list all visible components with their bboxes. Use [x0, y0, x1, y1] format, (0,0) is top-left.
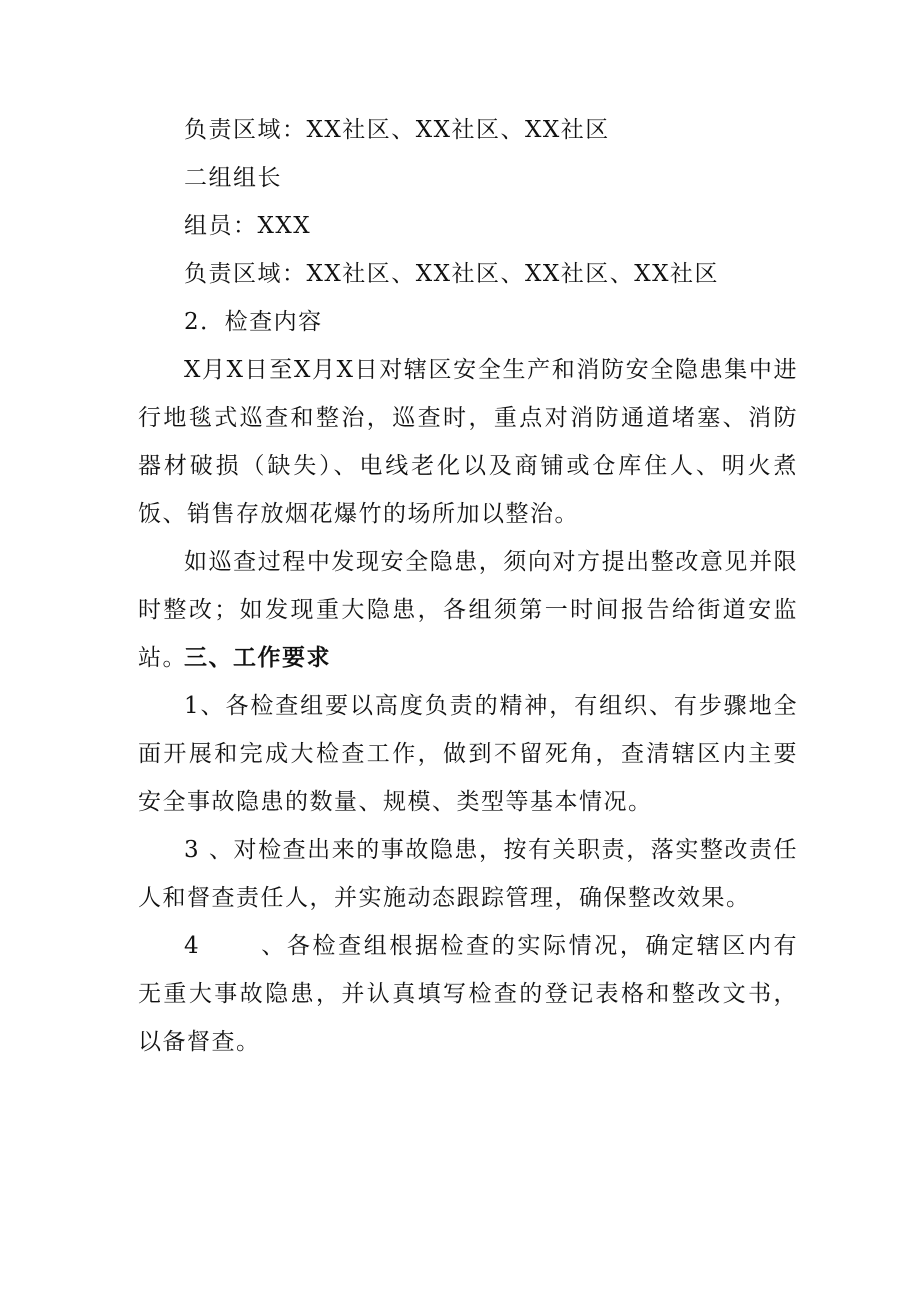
inspection-paragraph-2: 如巡查过程中发现安全隐患，须向对方提出整改意见并限时整改；如发现重大隐患，各组须第一时间报告给街道安监站。	[138, 549, 798, 671]
group2-leader-line: 二组组长	[184, 165, 282, 191]
requirement-item-1: 1、各检查组要以高度负责的精神，有组织、有步骤地全面开展和完成大检查工作，做到不留死角，查清辖区内主要安全事故隐患的数量、规模、类型等基本情况。	[138, 693, 798, 815]
group2-members-line: 组员：XXX	[184, 213, 312, 239]
requirement-item-4	[138, 922, 798, 1066]
requirement-item-4-number: 4	[184, 933, 201, 959]
group1-area-line: 负责区域：XX社区、XX社区、XX社区	[184, 117, 610, 143]
inspection-paragraph-1: X月X日至X月X日对辖区安全生产和消防安全隐患集中进行地毯式巡查和整治，巡查时，重点对消防通道堵塞、消防器材破损（缺失）、电线老化以及商铺或仓库住人、明火煮饭、销售存放烟花爆竹的场所加以整治。	[138, 357, 798, 527]
group2-area-line: 负责区域：XX社区、XX社区、XX社区、XX社区	[184, 261, 719, 287]
requirements-heading: 三、工作要求	[184, 644, 331, 671]
requirement-item-3: 3 、对检查出来的事故隐患，按有关职责，落实整改责任人和督查责任人，并实施动态跟踪管理，确保整改效果。	[138, 837, 798, 911]
inspection-heading: 2．检查内容	[184, 309, 323, 335]
requirement-item-4-text: 、各检查组根据检查的实际情况，确定辖区内有无重大事故隐患，并认真填写检查的登记表格和整改文书，以备督查。	[138, 933, 798, 1055]
